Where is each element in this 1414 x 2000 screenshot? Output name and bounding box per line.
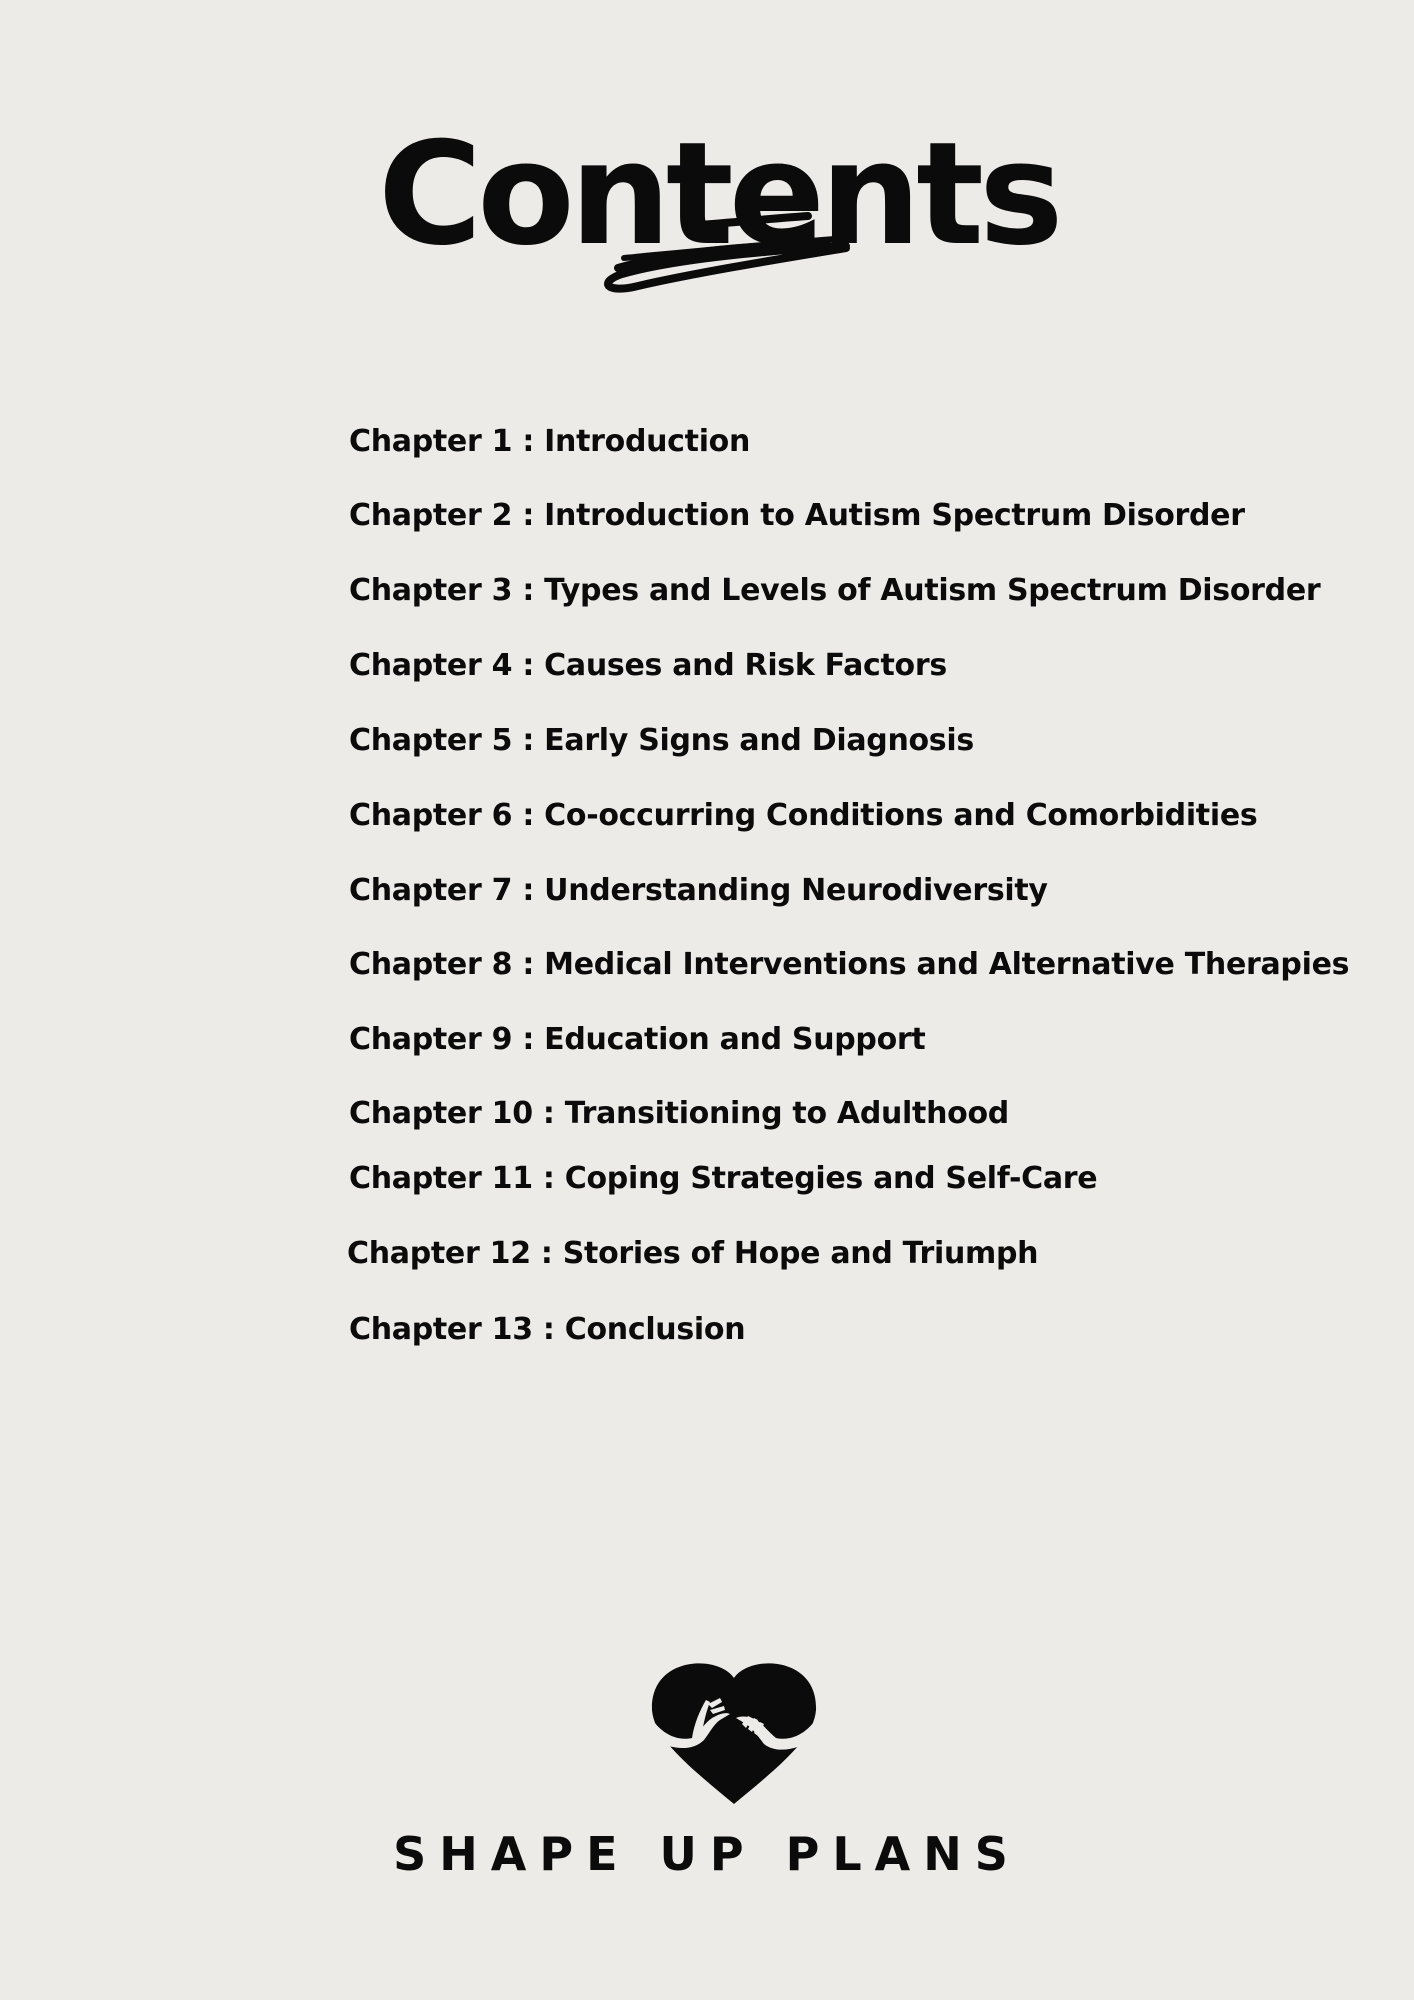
page-title: Contents bbox=[378, 112, 1059, 277]
toc-entry-chapter-13[interactable]: Chapter 13 : Conclusion bbox=[349, 1312, 746, 1347]
toc-entry-chapter-11[interactable]: Chapter 11 : Coping Strategies and Self-Care bbox=[349, 1161, 1098, 1196]
toc-entry-chapter-1[interactable]: Chapter 1 : Introduction bbox=[349, 424, 751, 459]
toc-entry-chapter-6[interactable]: Chapter 6 : Co-occurring Conditions and Comorbidities bbox=[349, 798, 1258, 833]
table-of-contents bbox=[349, 0, 1389, 1400]
toc-entry-chapter-12[interactable]: Chapter 12 : Stories of Hope and Triumph bbox=[347, 1236, 1039, 1271]
toc-entry-chapter-3[interactable]: Chapter 3 : Types and Levels of Autism Spectrum Disorder bbox=[349, 573, 1321, 608]
toc-entry-chapter-5[interactable]: Chapter 5 : Early Signs and Diagnosis bbox=[349, 723, 974, 758]
brand-name: SHAPE UP PLANS bbox=[393, 1827, 1021, 1881]
toc-entry-chapter-7[interactable]: Chapter 7 : Understanding Neurodiversity bbox=[349, 873, 1048, 908]
toc-entry-chapter-2[interactable]: Chapter 2 : Introduction to Autism Spectrum Disorder bbox=[349, 498, 1245, 533]
toc-entry-chapter-8[interactable]: Chapter 8 : Medical Interventions and Alternative Therapies bbox=[349, 947, 1350, 982]
toc-entry-chapter-4[interactable]: Chapter 4 : Causes and Risk Factors bbox=[349, 648, 947, 683]
toc-entry-chapter-10[interactable]: Chapter 10 : Transitioning to Adulthood bbox=[349, 1096, 1009, 1131]
heart-hug-icon bbox=[648, 1658, 820, 1806]
toc-entry-chapter-9[interactable]: Chapter 9 : Education and Support bbox=[349, 1022, 926, 1057]
